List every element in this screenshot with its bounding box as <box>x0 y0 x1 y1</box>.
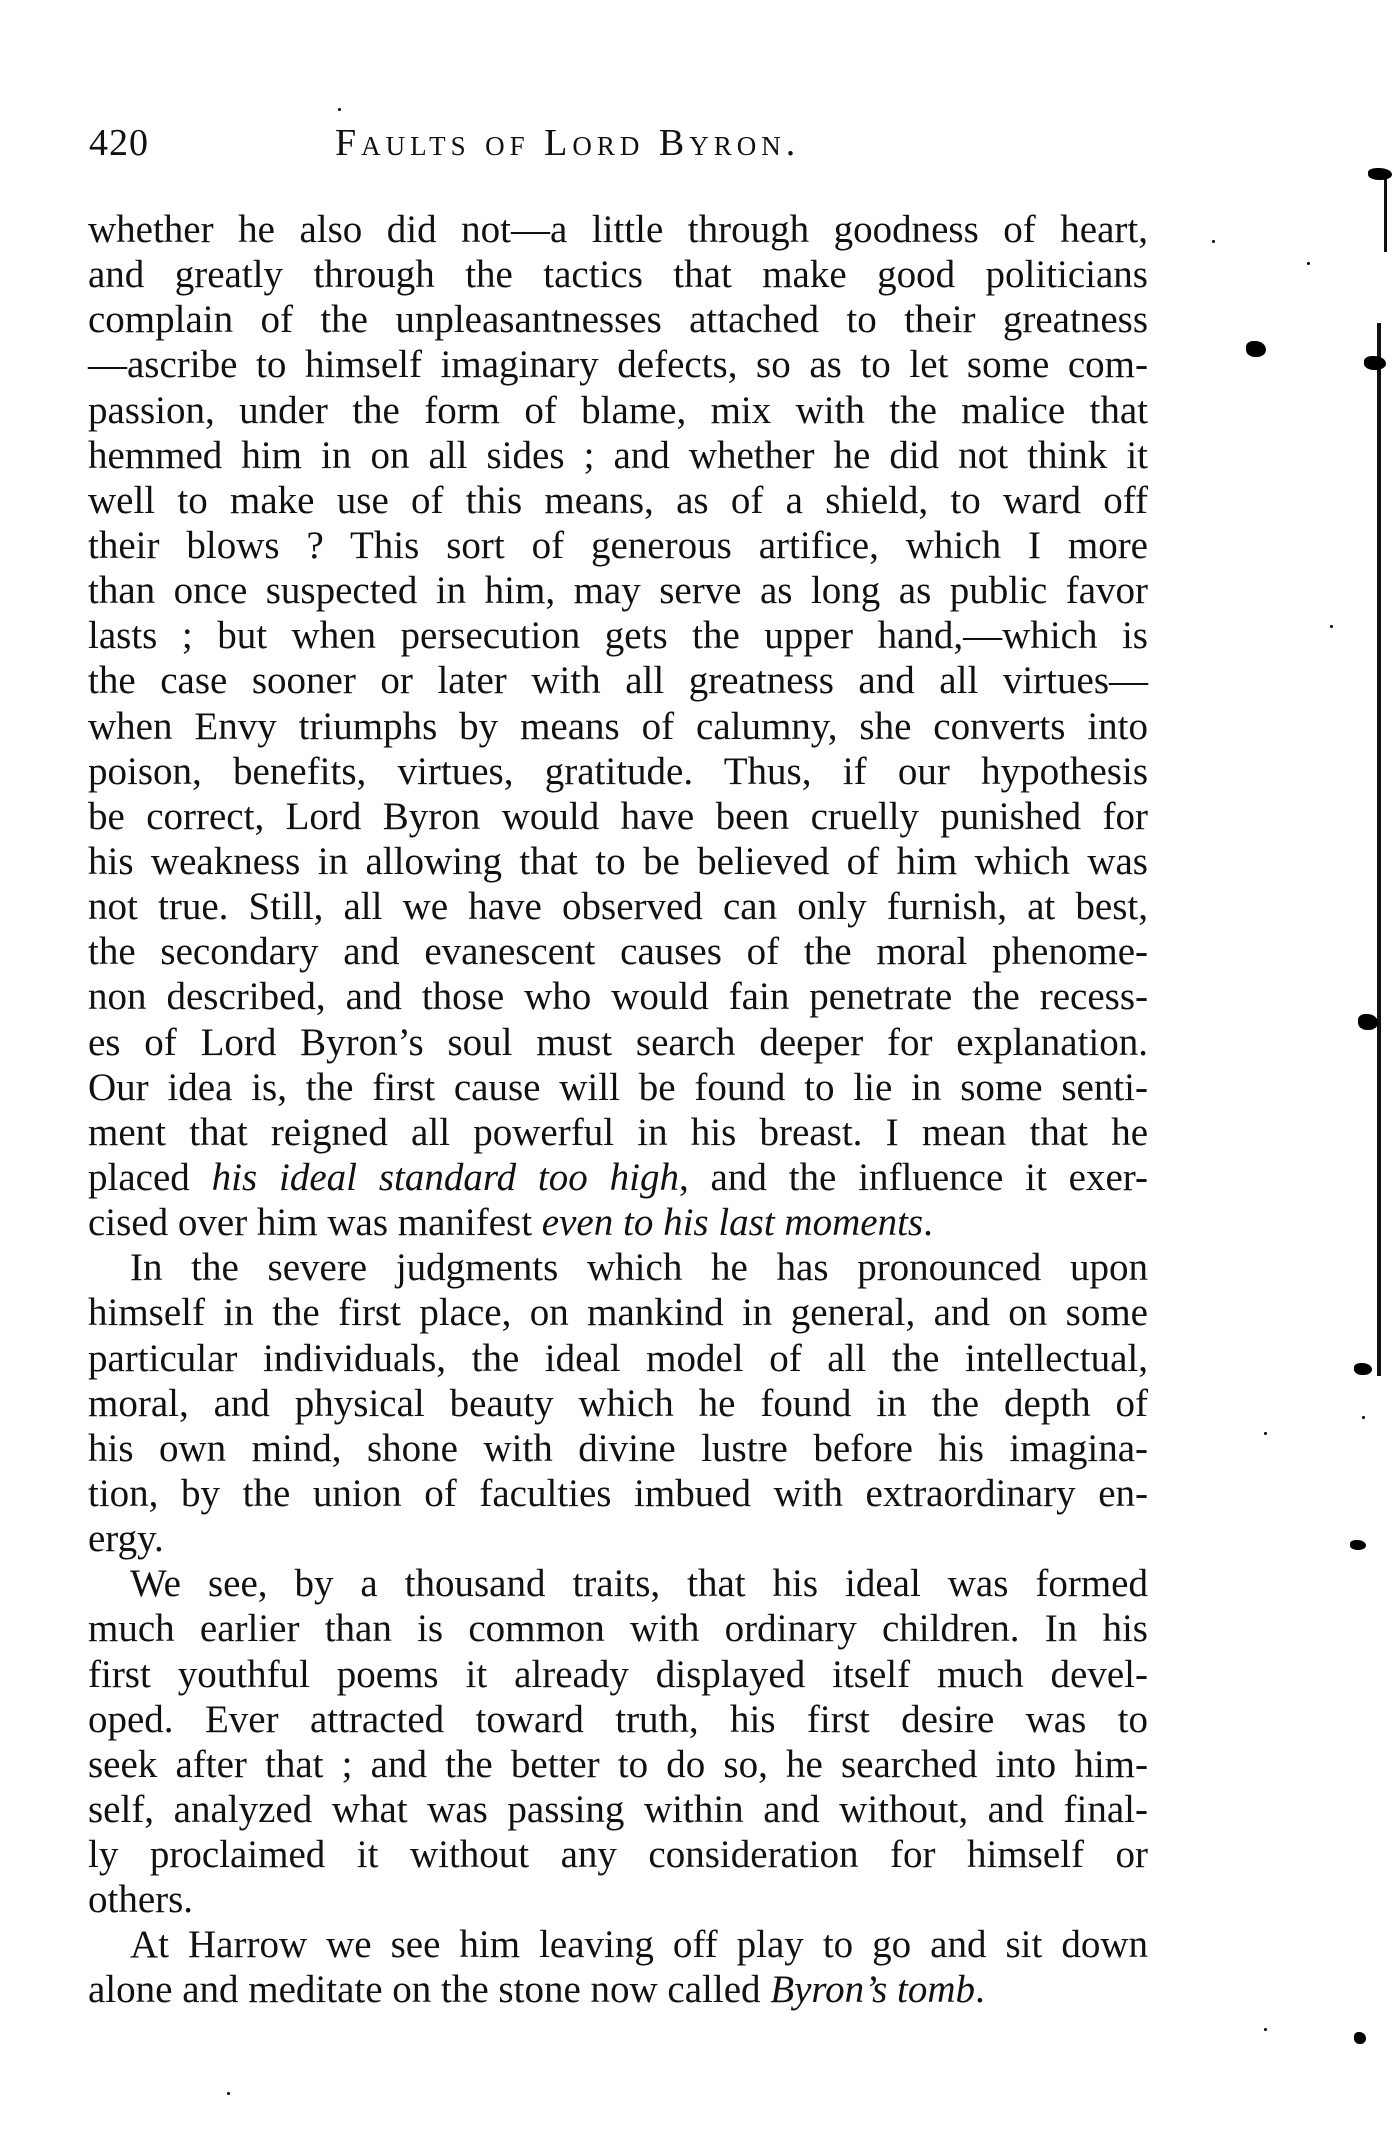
binding-edge-mark <box>1384 172 1387 252</box>
text-line: hemmed him in on all sides ; and whether he did not think it <box>88 433 1148 477</box>
text-line: well to make use of this means, as of a shield, to ward off <box>88 478 1148 522</box>
page-number: 420 <box>89 122 149 164</box>
text-line: himself in the first place, on mankind in general, and on some <box>88 1291 1148 1335</box>
ink-blot <box>1354 2032 1366 2044</box>
text-line: not true. Still, all we have observed can only furnish, at best, <box>88 885 1148 929</box>
text-line: when Envy triumphs by means of calumny, she converts into <box>88 704 1148 748</box>
text-line: es of Lord Byron’s soul must search deeper for explanation. <box>88 1020 1148 1064</box>
text-line: than once suspected in him, may serve as long as public favor <box>88 569 1148 613</box>
text-line: his weakness in allowing that to be believed of him which was <box>88 839 1148 883</box>
text-line: first youthful poems it already displayed itself much devel- <box>88 1652 1148 1696</box>
text-run: . <box>923 1201 933 1245</box>
ink-blot <box>1364 356 1386 370</box>
ink-blot <box>1354 1363 1372 1375</box>
text-line: At Harrow we see him leaving off play to go and sit down <box>130 1923 1148 1967</box>
text-line: —ascribe to himself imaginary defects, so as to let some com- <box>88 343 1148 387</box>
scan-speck <box>1264 2028 1267 2031</box>
text-line: We see, by a thousand traits, that his ideal was formed <box>130 1562 1148 1606</box>
text-line: seek after that ; and the better to do so, he searched into him- <box>88 1742 1148 1786</box>
text-line: lasts ; but when persecution gets the upper hand,—which is <box>88 614 1148 658</box>
ink-blot <box>1358 1014 1378 1030</box>
text-line <box>88 1967 1148 2012</box>
scan-speck <box>338 108 341 111</box>
text-run: placed <box>88 1155 212 1199</box>
italic-emphasis: Byron’s tomb <box>770 1968 976 2012</box>
text-line: oped. Ever attracted toward truth, his first desire was to <box>88 1697 1148 1741</box>
text-line: moral, and physical beauty which he found in the depth of <box>88 1381 1148 1425</box>
text-run: , and the influence it exer- <box>678 1155 1148 1199</box>
text-line: poison, benefits, virtues, gratitude. Thus, if our hypothesis <box>88 749 1148 793</box>
text-line <box>88 1200 1148 1245</box>
text-line: ly proclaimed it without any consideration for himself or <box>88 1833 1148 1877</box>
text-line: In the severe judgments which he has pronounced upon <box>130 1246 1148 1290</box>
text-line: his own mind, shone with divine lustre before his imagina- <box>88 1426 1148 1470</box>
text-line: particular individuals, the ideal model of all the intellectual, <box>88 1336 1148 1380</box>
text-line: their blows ? This sort of generous artifice, which I more <box>88 523 1148 567</box>
text-line: non described, and those who would fain penetrate the recess- <box>88 975 1148 1019</box>
text-run: cised over him was manifest <box>88 1201 542 1245</box>
binding-edge-mark <box>1377 323 1381 1376</box>
text-line <box>88 1155 1148 1200</box>
running-head <box>89 118 1149 168</box>
text-line: much earlier than is common with ordinary children. In his <box>88 1607 1148 1651</box>
scan-speck <box>1212 240 1215 243</box>
text-line: others. <box>88 1878 194 1922</box>
text-line: passion, under the form of blame, mix with the malice that <box>88 388 1148 432</box>
text-line: self, analyzed what was passing within and without, and final- <box>88 1787 1148 1831</box>
text-line: ergy. <box>88 1517 164 1561</box>
scan-speck <box>1264 1432 1267 1435</box>
text-run: alone and meditate on the stone now called <box>88 1968 771 2012</box>
text-line: be correct, Lord Byron would have been cruelly punished for <box>88 794 1148 838</box>
scan-speck <box>1307 262 1310 265</box>
italic-emphasis: his ideal standard too high <box>211 1155 679 1199</box>
scan-speck <box>227 2092 230 2095</box>
running-title: Faults of Lord Byron. <box>335 122 801 164</box>
text-line: the case sooner or later with all greatness and all virtues— <box>88 659 1148 703</box>
ink-blot <box>1246 341 1266 357</box>
ink-blot <box>1350 1540 1366 1550</box>
ink-blot <box>1368 168 1392 180</box>
scan-speck <box>1330 625 1333 628</box>
text-run: . <box>975 1968 985 2012</box>
text-line: whether he also did not—a little through goodness of heart, <box>88 208 1148 251</box>
body-text <box>88 207 1148 2013</box>
text-line: complain of the unpleasantnesses attached to their greatness <box>88 298 1148 342</box>
text-line: ment that reigned all powerful in his breast. I mean that he <box>88 1110 1148 1154</box>
text-line: the secondary and evanescent causes of the moral phenome- <box>88 930 1148 974</box>
text-line: Our idea is, the first cause will be found to lie in some senti- <box>88 1065 1148 1109</box>
italic-emphasis: even to his last moments <box>541 1201 924 1245</box>
text-line: and greatly through the tactics that make good politicians <box>88 253 1148 297</box>
scan-speck <box>1362 1416 1365 1419</box>
text-line: tion, by the union of faculties imbued with extraordinary en- <box>88 1471 1148 1515</box>
